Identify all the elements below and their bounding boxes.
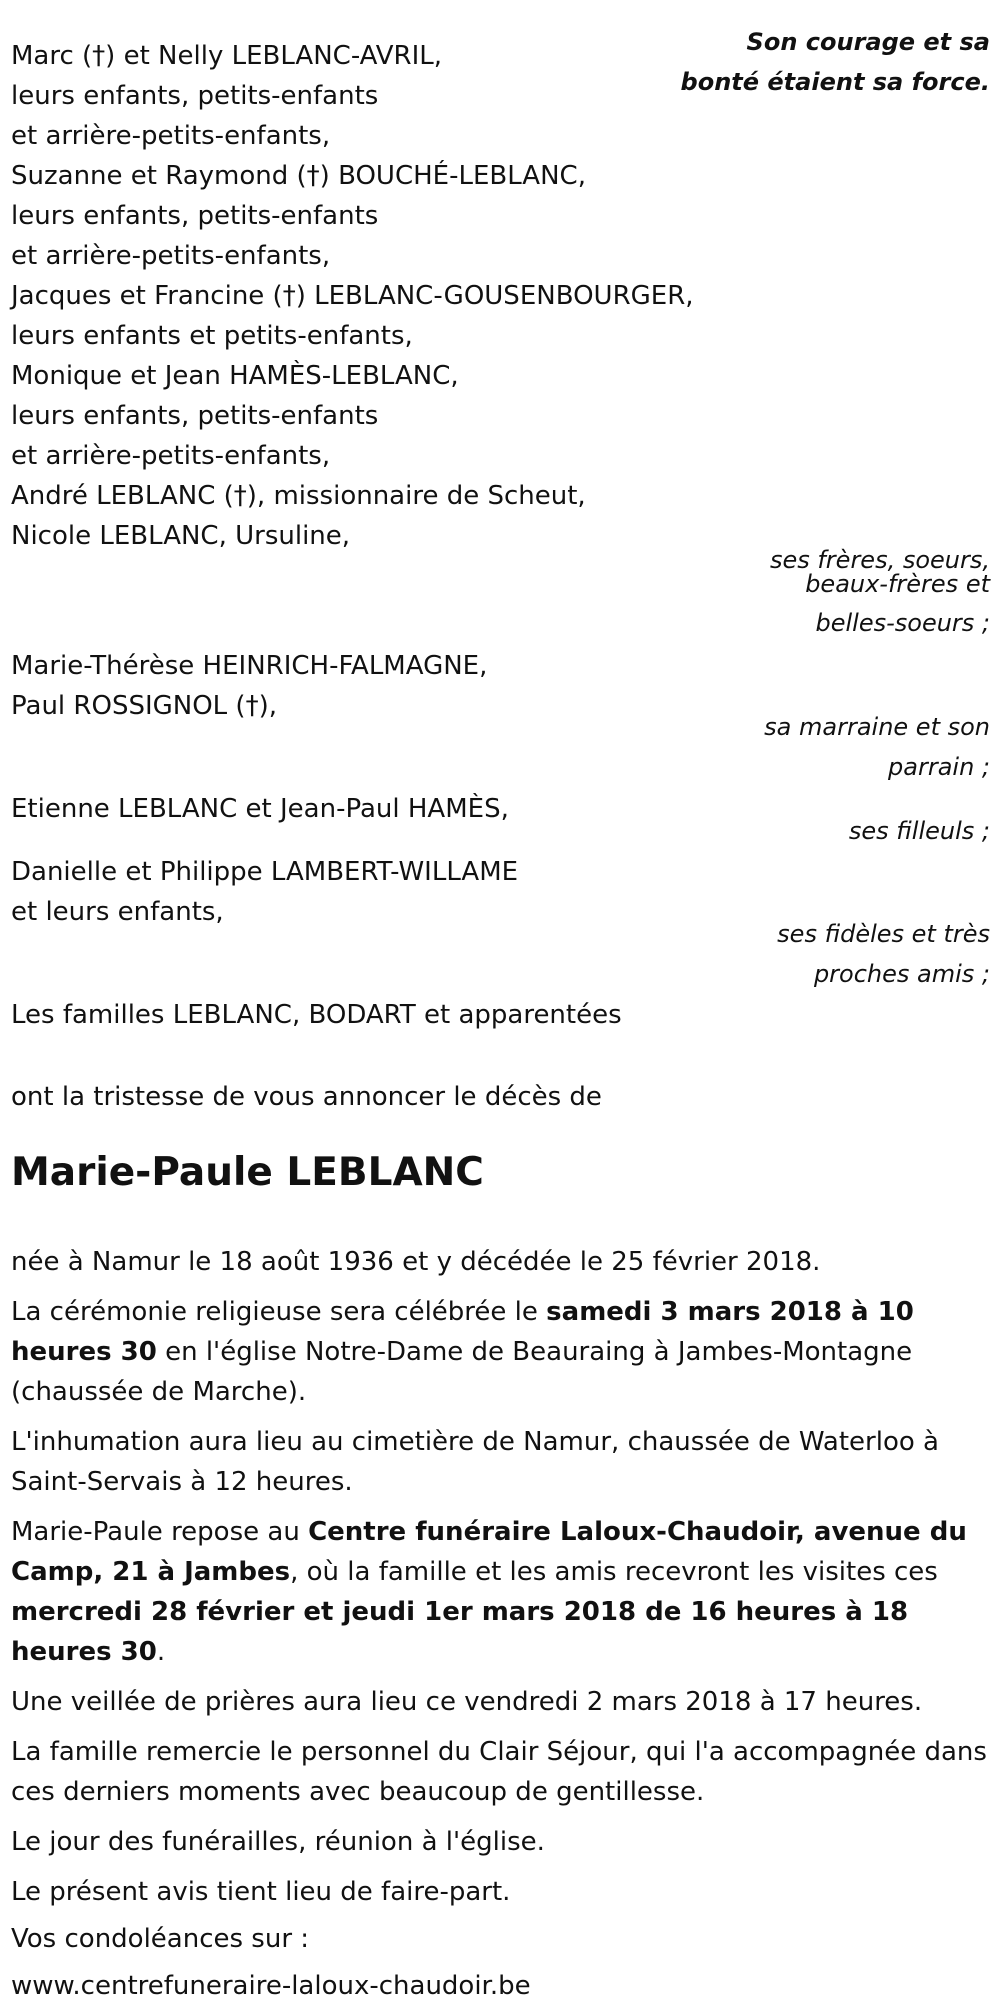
- role-friends: ses fidèles et très: [777, 920, 990, 948]
- rest-text: , où la famille et les amis recevront les visites ces: [290, 1557, 938, 1587]
- website-link[interactable]: www.centrefuneraire-laloux-chaudoir.be: [11, 1971, 531, 2001]
- families-line: Les familles LEBLANC, BODART et apparentées: [11, 1000, 622, 1030]
- burial-paragraph: L'inhumation aura lieu au cimetière de Namur, chaussée de Waterloo à Saint-Servais à 12 heures.: [11, 1427, 939, 1497]
- quote: Son courage et sa bonté étaient sa force.: [680, 28, 990, 96]
- condolences-label: Vos condoléances sur :: [11, 1924, 310, 1954]
- family-line: leurs enfants, petits-enfants: [11, 201, 379, 231]
- godchildren-line: Etienne LEBLANC et Jean-Paul HAMÈS,: [11, 794, 509, 824]
- ceremony-text: La cérémonie religieuse sera célébrée le: [11, 1297, 547, 1327]
- rest-place: Centre funéraire Laloux-Chaudoir, avenue du Camp, 21 à Jambes: [11, 1517, 967, 1587]
- family-line: et arrière-petits-enfants,: [11, 121, 331, 151]
- family-line: Suzanne et Raymond (†) BOUCHÉ-LEBLANC,: [11, 161, 586, 191]
- rest-visits: mercredi 28 février et jeudi 1er mars 2018 de 16 heures à 18 heures 30: [11, 1597, 909, 1667]
- role-godparents: sa marraine et son: [764, 713, 990, 741]
- role-godchildren: ses filleuls ;: [848, 817, 990, 845]
- family-line: leurs enfants, petits-enfants: [11, 81, 379, 111]
- family-line: leurs enfants et petits-enfants,: [11, 321, 413, 351]
- rest-text: .: [156, 1637, 166, 1667]
- godparent-line: Paul ROSSIGNOL (†),: [11, 691, 277, 721]
- rest-paragraph: [11, 1512, 991, 1672]
- role-godparents: parrain ;: [888, 753, 990, 781]
- family-line: Monique et Jean HAMÈS-LEBLANC,: [11, 361, 459, 391]
- funeral-day-paragraph: Le jour des funérailles, réunion à l'église.: [11, 1827, 545, 1857]
- role-friends: proches amis ;: [813, 960, 990, 988]
- role-siblings: ses frères, soeurs,: [769, 546, 990, 574]
- family-line: leurs enfants, petits-enfants: [11, 401, 379, 431]
- family-line: Nicole LEBLANC, Ursuline,: [11, 521, 351, 551]
- role-siblings: belles-soeurs ;: [815, 609, 990, 637]
- announce-line: ont la tristesse de vous annoncer le décès de: [11, 1082, 602, 1112]
- deceased-name: Marie-Paule LEBLANC: [11, 1150, 484, 1195]
- godparent-line: Marie-Thérèse HEINRICH-FALMAGNE,: [11, 651, 488, 681]
- thanks-paragraph: La famille remercie le personnel du Clair Séjour, qui l'a accompagnée dans ces derniers moments avec beaucoup de gentillesse.: [11, 1737, 987, 1807]
- ceremony-date: samedi 3 mars 2018 à 10 heures 30: [11, 1297, 914, 1367]
- friends-line: et leurs enfants,: [11, 897, 224, 927]
- notice-paragraph: Le présent avis tient lieu de faire-part.: [11, 1877, 511, 1907]
- family-line: et arrière-petits-enfants,: [11, 241, 331, 271]
- role-siblings: beaux-frères et: [805, 570, 990, 598]
- ceremony-place: en l'église Notre-Dame de Beauraing à Jambes-Montagne (chaussée de Marche).: [11, 1337, 913, 1407]
- family-line: André LEBLANC (†), missionnaire de Scheut,: [11, 481, 586, 511]
- friends-line: Danielle et Philippe LAMBERT-WILLAME: [11, 857, 519, 887]
- birth-death: née à Namur le 18 août 1936 et y décédée le 25 février 2018.: [11, 1247, 821, 1277]
- family-line: Jacques et Francine (†) LEBLANC-GOUSENBOURGER,: [11, 281, 694, 311]
- family-line: et arrière-petits-enfants,: [11, 441, 331, 471]
- family-line: Marc (†) et Nelly LEBLANC-AVRIL,: [11, 41, 443, 71]
- ceremony-paragraph: [11, 1292, 991, 1412]
- rest-text: Marie-Paule repose au: [11, 1517, 309, 1547]
- vigil-paragraph: Une veillée de prières aura lieu ce vendredi 2 mars 2018 à 17 heures.: [11, 1687, 923, 1717]
